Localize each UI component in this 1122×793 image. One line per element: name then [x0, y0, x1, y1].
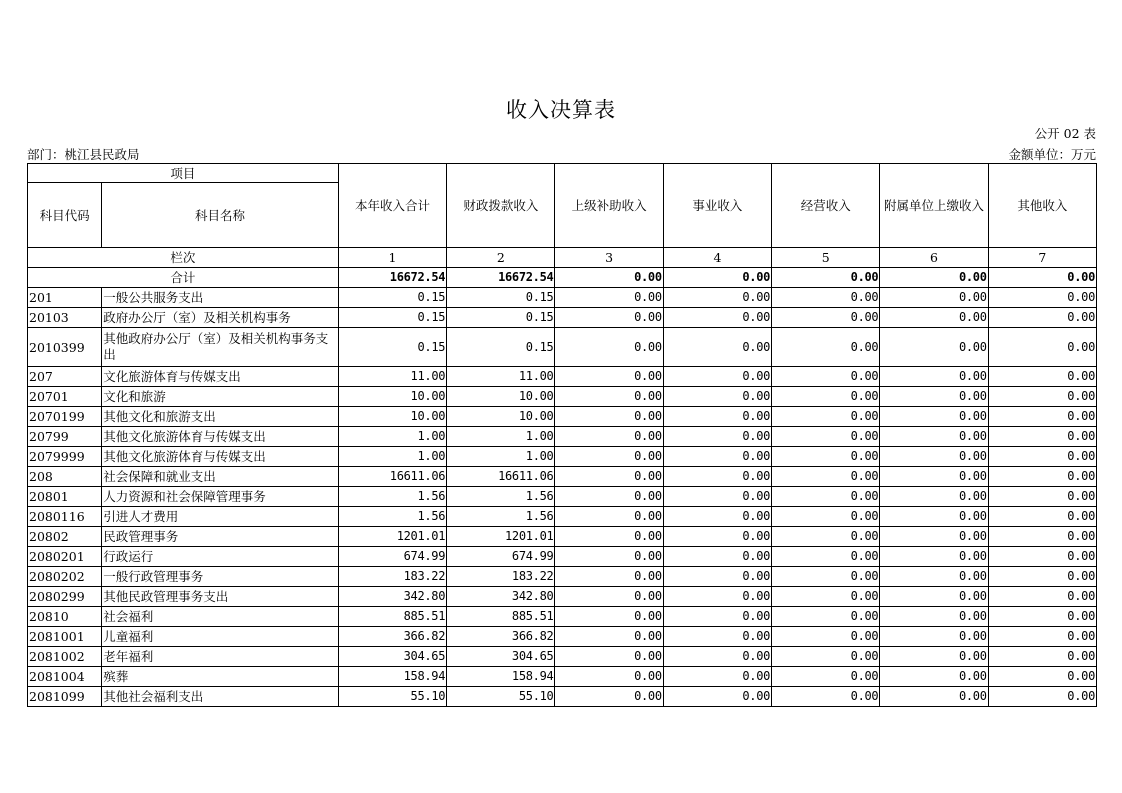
row-value: 0.00 [988, 387, 1096, 407]
table-row [28, 467, 1097, 487]
row-code: 201 [28, 288, 102, 308]
row-name: 社会保障和就业支出 [102, 467, 339, 487]
row-value: 0.15 [338, 328, 446, 367]
department-label: 部门：桃江县民政局 [27, 147, 140, 162]
row-value: 0.00 [555, 687, 663, 707]
row-value: 0.00 [880, 507, 988, 527]
row-value: 0.00 [555, 367, 663, 387]
row-code: 208 [28, 467, 102, 487]
row-value: 0.00 [988, 627, 1096, 647]
row-value: 0.00 [555, 587, 663, 607]
table-row [28, 387, 1097, 407]
row-name: 殡葬 [102, 667, 339, 687]
header-col-5: 经营收入 [772, 164, 880, 248]
row-value: 0.00 [880, 667, 988, 687]
row-value: 1.56 [338, 507, 446, 527]
row-value: 885.51 [338, 607, 446, 627]
row-code: 2079999 [28, 447, 102, 467]
total-value: 16672.54 [338, 268, 446, 288]
table-row [28, 288, 1097, 308]
row-value: 0.00 [772, 647, 880, 667]
row-value: 10.00 [447, 407, 555, 427]
row-code: 2081002 [28, 647, 102, 667]
total-row [28, 268, 1097, 288]
row-value: 0.00 [772, 447, 880, 467]
row-value: 0.00 [772, 308, 880, 328]
row-value: 304.65 [447, 647, 555, 667]
row-name: 文化旅游体育与传媒支出 [102, 367, 339, 387]
row-value: 0.00 [555, 447, 663, 467]
row-code: 2081001 [28, 627, 102, 647]
row-name: 其他政府办公厅（室）及相关机构事务支出 [102, 328, 339, 367]
row-value: 0.00 [555, 467, 663, 487]
col-number: 7 [988, 248, 1096, 268]
row-value: 0.00 [772, 687, 880, 707]
row-value: 0.00 [663, 667, 771, 687]
row-value: 0.00 [772, 587, 880, 607]
row-value: 0.00 [880, 467, 988, 487]
row-name: 儿童福利 [102, 627, 339, 647]
row-code: 207 [28, 367, 102, 387]
col-number: 1 [338, 248, 446, 268]
row-value: 674.99 [447, 547, 555, 567]
table-row [28, 667, 1097, 687]
row-name: 人力资源和社会保障管理事务 [102, 487, 339, 507]
table-row [28, 328, 1097, 367]
row-value: 0.00 [663, 527, 771, 547]
header-project: 项目 [28, 164, 339, 183]
row-value: 0.00 [663, 308, 771, 328]
total-value: 0.00 [772, 268, 880, 288]
row-value: 0.00 [663, 567, 771, 587]
row-value: 0.00 [880, 487, 988, 507]
row-value: 1.56 [447, 507, 555, 527]
table-row [28, 647, 1097, 667]
row-value: 0.00 [880, 527, 988, 547]
row-value: 0.00 [988, 567, 1096, 587]
row-value: 11.00 [338, 367, 446, 387]
col-number: 5 [772, 248, 880, 268]
row-value: 885.51 [447, 607, 555, 627]
row-value: 0.00 [663, 587, 771, 607]
row-name: 其他文化和旅游支出 [102, 407, 339, 427]
row-value: 0.00 [555, 407, 663, 427]
row-value: 0.00 [772, 467, 880, 487]
row-value: 55.10 [447, 687, 555, 707]
row-name: 一般行政管理事务 [102, 567, 339, 587]
row-value: 0.00 [772, 667, 880, 687]
row-value: 0.00 [555, 547, 663, 567]
row-value: 0.00 [663, 507, 771, 527]
row-value: 0.00 [880, 647, 988, 667]
row-value: 0.00 [772, 507, 880, 527]
row-value: 183.22 [338, 567, 446, 587]
row-value: 0.00 [555, 627, 663, 647]
header-lanci: 栏次 [28, 248, 339, 268]
table-row [28, 627, 1097, 647]
row-value: 0.00 [988, 607, 1096, 627]
row-value: 0.00 [880, 387, 988, 407]
row-value: 0.15 [338, 288, 446, 308]
table-row [28, 567, 1097, 587]
row-value: 1.00 [447, 447, 555, 467]
row-value: 0.00 [880, 567, 988, 587]
row-code: 20701 [28, 387, 102, 407]
table-row [28, 687, 1097, 707]
total-value: 0.00 [555, 268, 663, 288]
row-value: 1.56 [447, 487, 555, 507]
row-value: 0.00 [772, 527, 880, 547]
row-value: 0.00 [772, 567, 880, 587]
report-title: 收入决算表 [506, 98, 616, 122]
row-value: 10.00 [338, 407, 446, 427]
amount-unit-label: 金额单位：万元 [1008, 147, 1096, 162]
row-value: 0.00 [555, 328, 663, 367]
row-code: 20103 [28, 308, 102, 328]
row-value: 0.00 [880, 328, 988, 367]
row-value: 0.00 [772, 407, 880, 427]
row-name: 引进人才费用 [102, 507, 339, 527]
row-value: 11.00 [447, 367, 555, 387]
row-name: 行政运行 [102, 547, 339, 567]
row-value: 0.00 [772, 487, 880, 507]
row-value: 0.00 [880, 367, 988, 387]
row-value: 0.00 [988, 427, 1096, 447]
row-value: 0.00 [663, 627, 771, 647]
row-value: 158.94 [447, 667, 555, 687]
row-name: 一般公共服务支出 [102, 288, 339, 308]
row-code: 2081099 [28, 687, 102, 707]
row-value: 0.00 [988, 447, 1096, 467]
row-value: 0.00 [988, 527, 1096, 547]
table-row [28, 507, 1097, 527]
row-value: 0.00 [988, 328, 1096, 367]
row-value: 10.00 [338, 387, 446, 407]
row-value: 183.22 [447, 567, 555, 587]
row-value: 0.00 [988, 308, 1096, 328]
row-code: 20799 [28, 427, 102, 447]
row-value: 0.00 [555, 487, 663, 507]
table-row [28, 547, 1097, 567]
total-value: 0.00 [988, 268, 1096, 288]
row-value: 0.00 [880, 547, 988, 567]
table-row [28, 308, 1097, 328]
header-row-project [28, 164, 1097, 183]
row-name: 其他民政管理事务支出 [102, 587, 339, 607]
row-value: 0.00 [663, 607, 771, 627]
row-value: 158.94 [338, 667, 446, 687]
row-value: 0.00 [880, 427, 988, 447]
row-name: 文化和旅游 [102, 387, 339, 407]
row-value: 0.00 [880, 407, 988, 427]
row-value: 0.00 [555, 527, 663, 547]
row-value: 16611.06 [338, 467, 446, 487]
row-value: 1.00 [338, 427, 446, 447]
row-value: 0.00 [555, 567, 663, 587]
row-value: 0.00 [772, 328, 880, 367]
row-value: 0.00 [772, 627, 880, 647]
row-value: 0.00 [555, 647, 663, 667]
row-value: 0.00 [880, 447, 988, 467]
row-value: 10.00 [447, 387, 555, 407]
row-value: 1.56 [338, 487, 446, 507]
row-value: 0.00 [663, 328, 771, 367]
row-value: 674.99 [338, 547, 446, 567]
row-value: 0.00 [663, 407, 771, 427]
total-label: 合计 [28, 268, 339, 288]
row-code: 2080201 [28, 547, 102, 567]
header-code: 科目代码 [28, 183, 102, 248]
row-code: 2070199 [28, 407, 102, 427]
row-value: 366.82 [447, 627, 555, 647]
table-row [28, 407, 1097, 427]
row-value: 0.00 [555, 507, 663, 527]
table-row [28, 427, 1097, 447]
row-value: 0.00 [555, 607, 663, 627]
row-value: 0.00 [772, 607, 880, 627]
col-number: 2 [447, 248, 555, 268]
row-value: 0.00 [988, 547, 1096, 567]
row-value: 0.00 [663, 487, 771, 507]
row-value: 0.00 [555, 667, 663, 687]
row-value: 0.00 [880, 308, 988, 328]
row-value: 342.80 [338, 587, 446, 607]
row-value: 0.00 [880, 687, 988, 707]
header-col-2: 财政拨款收入 [447, 164, 555, 248]
row-code: 2080116 [28, 507, 102, 527]
row-value: 0.00 [988, 507, 1096, 527]
row-value: 0.00 [555, 387, 663, 407]
row-value: 0.00 [772, 427, 880, 447]
row-value: 0.00 [988, 647, 1096, 667]
total-value: 0.00 [880, 268, 988, 288]
header-col-4: 事业收入 [663, 164, 771, 248]
row-value: 0.00 [880, 627, 988, 647]
row-value: 0.00 [663, 447, 771, 467]
table-row [28, 367, 1097, 387]
col-number: 4 [663, 248, 771, 268]
row-value: 0.00 [988, 587, 1096, 607]
row-value: 0.15 [447, 328, 555, 367]
row-value: 0.15 [447, 288, 555, 308]
row-name: 政府办公厅（室）及相关机构事务 [102, 308, 339, 328]
header-col-7: 其他收入 [988, 164, 1096, 248]
row-value: 0.00 [663, 288, 771, 308]
row-name: 其他社会福利支出 [102, 687, 339, 707]
total-value: 16672.54 [447, 268, 555, 288]
row-value: 1201.01 [447, 527, 555, 547]
row-value: 1.00 [447, 427, 555, 447]
row-value: 342.80 [447, 587, 555, 607]
income-final-accounts-table [27, 163, 1097, 707]
row-value: 0.00 [880, 607, 988, 627]
row-value: 0.00 [988, 407, 1096, 427]
row-value: 0.00 [663, 687, 771, 707]
row-value: 0.00 [555, 427, 663, 447]
row-value: 55.10 [338, 687, 446, 707]
row-value: 0.00 [988, 687, 1096, 707]
row-value: 0.00 [663, 367, 771, 387]
header-col-3: 上级补助收入 [555, 164, 663, 248]
row-code: 2080202 [28, 567, 102, 587]
row-value: 366.82 [338, 627, 446, 647]
header-col-1: 本年收入合计 [338, 164, 446, 248]
row-name: 其他文化旅游体育与传媒支出 [102, 427, 339, 447]
row-value: 1201.01 [338, 527, 446, 547]
row-value: 0.00 [663, 647, 771, 667]
row-name: 民政管理事务 [102, 527, 339, 547]
row-name: 老年福利 [102, 647, 339, 667]
row-value: 0.00 [988, 367, 1096, 387]
col-number: 3 [555, 248, 663, 268]
row-value: 0.15 [447, 308, 555, 328]
row-value: 0.00 [772, 367, 880, 387]
row-name: 社会福利 [102, 607, 339, 627]
row-value: 0.00 [663, 467, 771, 487]
row-value: 0.00 [772, 288, 880, 308]
row-value: 0.00 [663, 387, 771, 407]
row-value: 1.00 [338, 447, 446, 467]
row-value: 0.00 [988, 667, 1096, 687]
row-code: 2080299 [28, 587, 102, 607]
row-value: 0.00 [555, 288, 663, 308]
row-name: 其他文化旅游体育与传媒支出 [102, 447, 339, 467]
row-value: 0.15 [338, 308, 446, 328]
row-code: 2081004 [28, 667, 102, 687]
row-value: 0.00 [988, 288, 1096, 308]
col-number: 6 [880, 248, 988, 268]
row-value: 0.00 [880, 587, 988, 607]
row-code: 20801 [28, 487, 102, 507]
row-value: 0.00 [772, 547, 880, 567]
row-code: 20802 [28, 527, 102, 547]
header-col-6: 附属单位上缴收入 [880, 164, 988, 248]
form-number: 公开 02 表 [1034, 126, 1096, 141]
table-row [28, 587, 1097, 607]
table-row [28, 527, 1097, 547]
row-code: 20810 [28, 607, 102, 627]
row-value: 0.00 [663, 547, 771, 567]
table-row [28, 487, 1097, 507]
total-value: 0.00 [663, 268, 771, 288]
row-value: 0.00 [555, 308, 663, 328]
row-code: 2010399 [28, 328, 102, 367]
row-value: 0.00 [880, 288, 988, 308]
row-value: 16611.06 [447, 467, 555, 487]
row-value: 0.00 [663, 427, 771, 447]
row-value: 0.00 [988, 487, 1096, 507]
row-value: 304.65 [338, 647, 446, 667]
row-value: 0.00 [772, 387, 880, 407]
table-row [28, 607, 1097, 627]
header-row-lanci [28, 248, 1097, 268]
row-value: 0.00 [988, 467, 1096, 487]
table-row [28, 447, 1097, 467]
header-name: 科目名称 [102, 183, 339, 248]
